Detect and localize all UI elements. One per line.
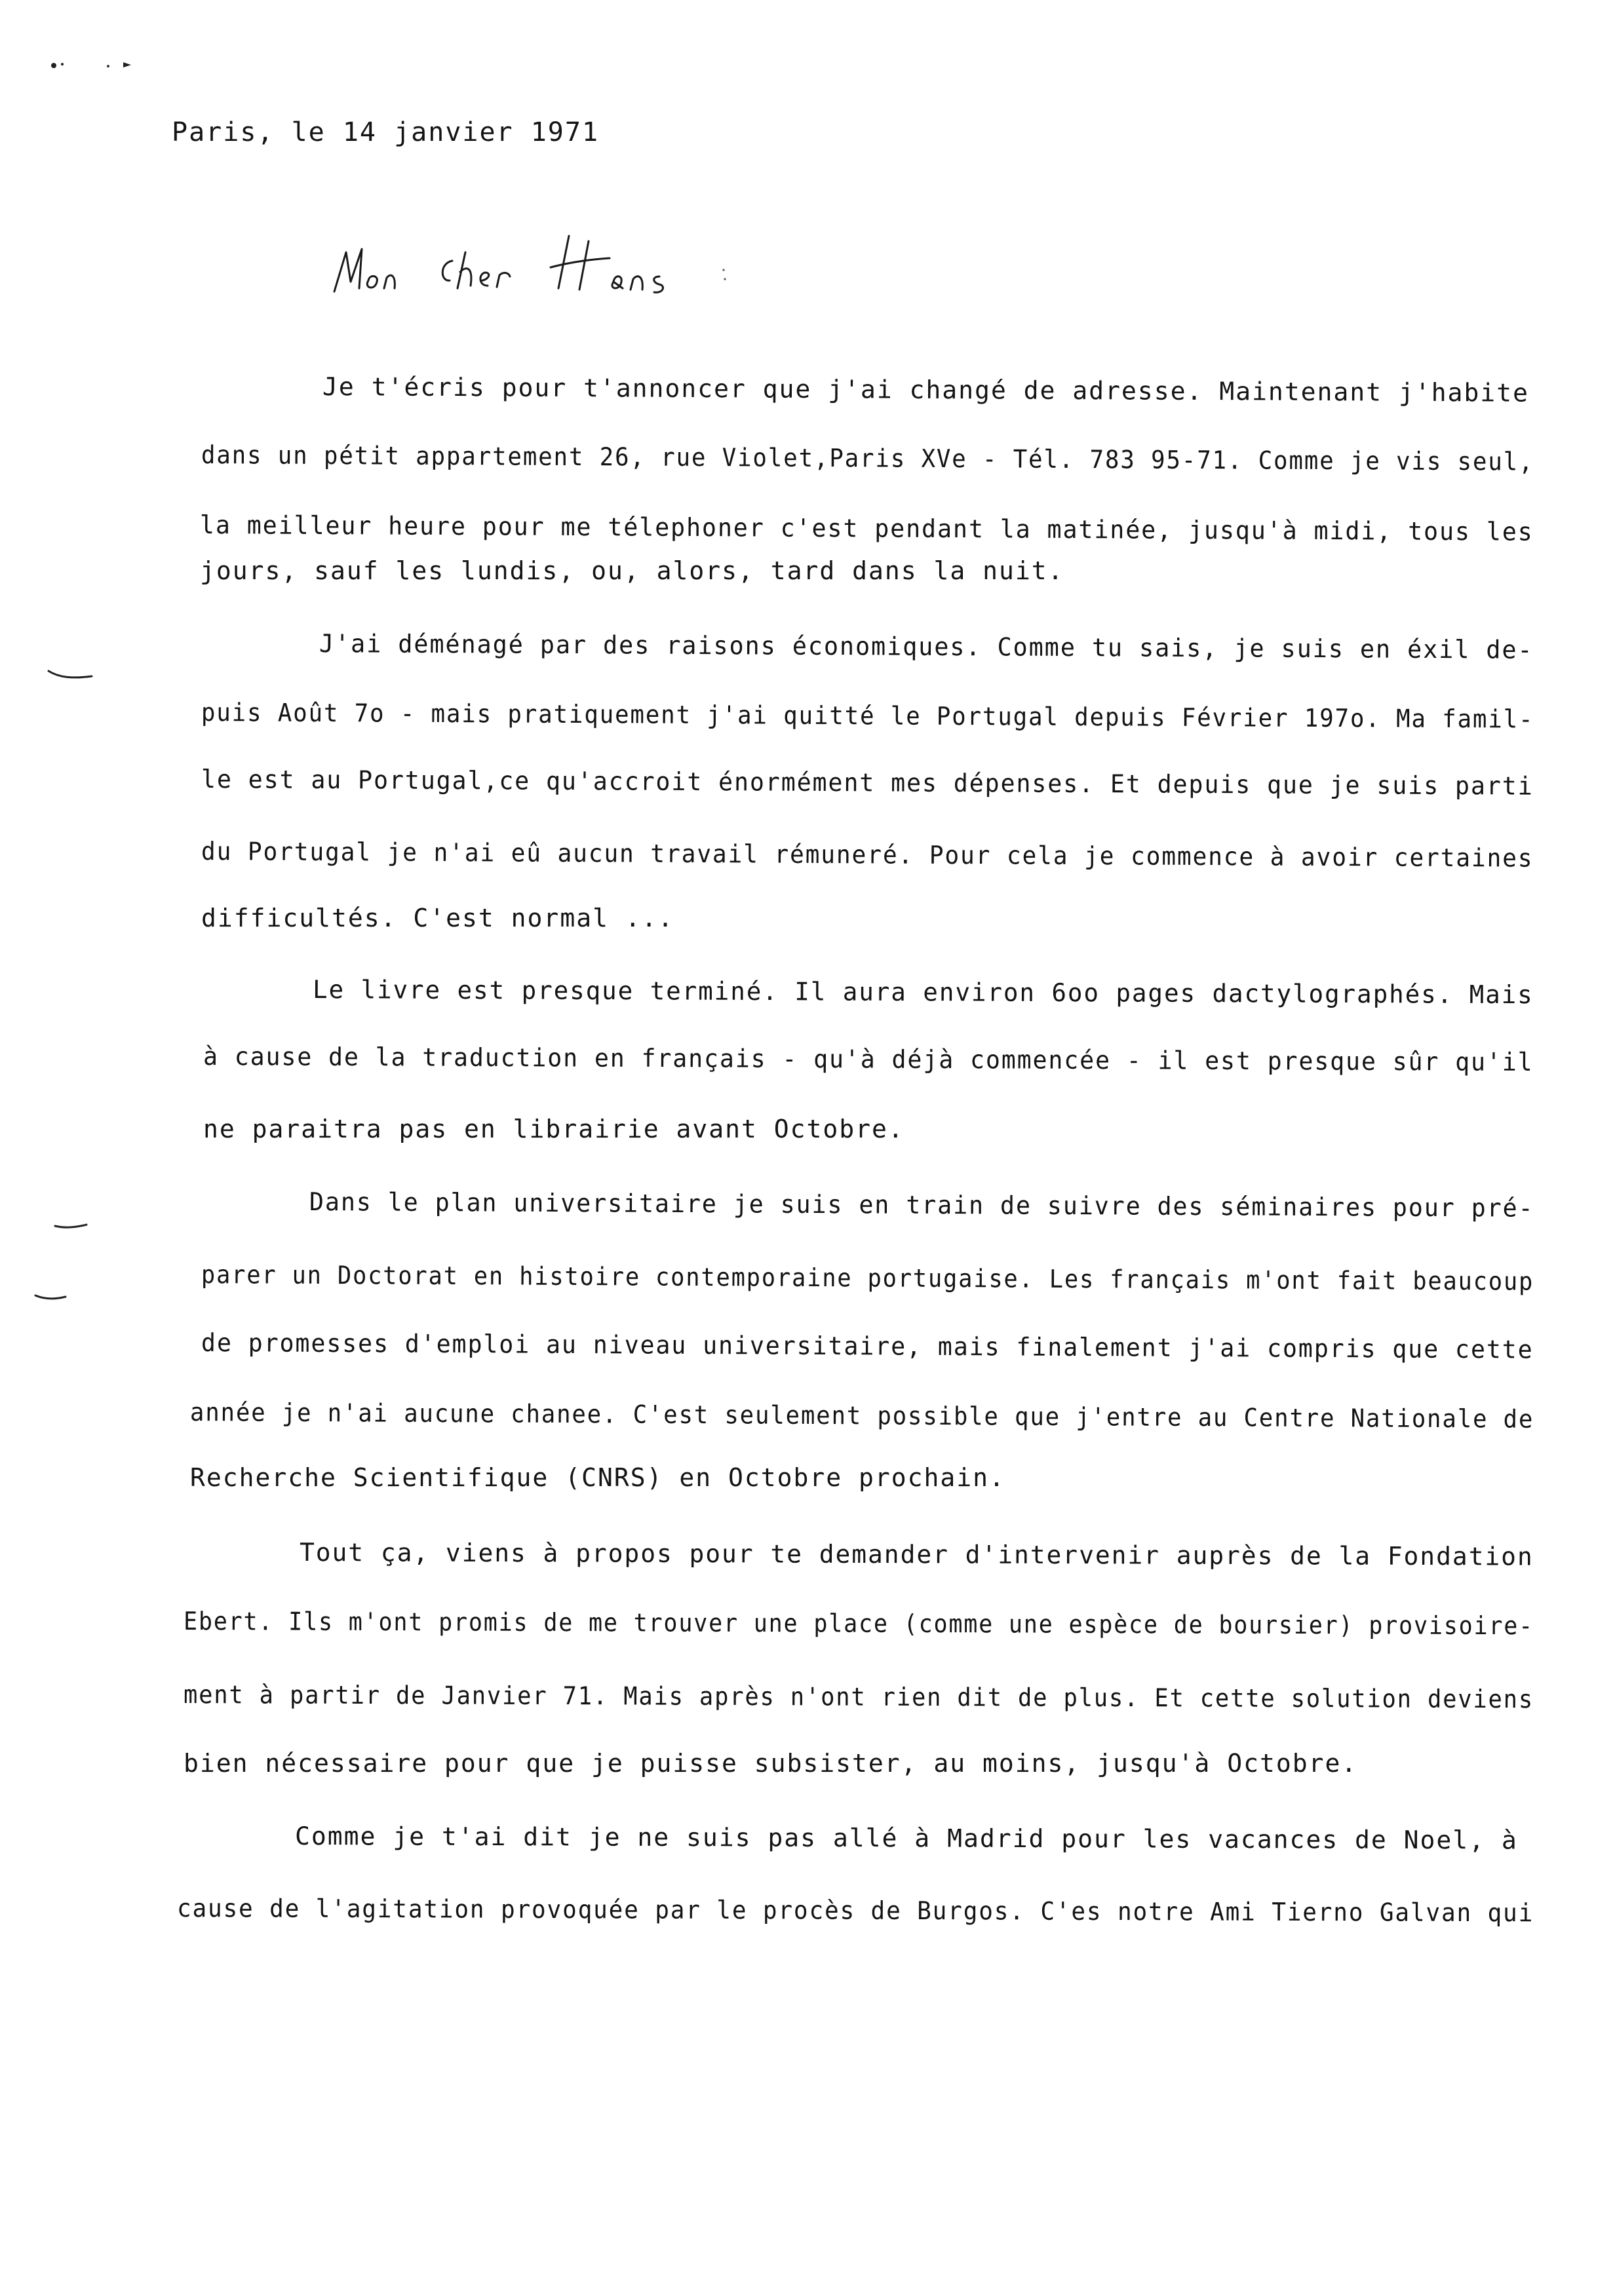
letter-line: parer un Doctorat en histoire contemporaine portugaise. Les français m'ont fait beaucoup — [201, 1260, 1534, 1296]
letter-line: Ebert. Ils m'ont promis de me trouver une place (comme une espèce de boursier) provisoire- — [183, 1607, 1534, 1641]
letter-line: cause de l'agitation provoquée par le procès de Burgos. C'es notre Ami Tierno Galvan qui — [176, 1894, 1534, 1928]
letter-line: Comme je t'ai dit je ne suis pas allé à Madrid pour les vacances de Noel, à — [294, 1822, 1518, 1855]
letter-line: du Portugal je n'ai eû aucun travail rémuneré. Pour cela je commence à avoir certaines — [201, 837, 1534, 873]
handwritten-salutation — [328, 229, 787, 301]
corner-specks-icon — [46, 56, 164, 75]
letter-line: puis Août 7o - mais pratiquement j'ai quitté le Portugal depuis Février 197o. Ma famil- — [201, 698, 1534, 734]
letter-line: ne paraitra pas en librairie avant Octobre. — [203, 1115, 905, 1143]
letter-line: Dans le plan universitaire je suis en train de suivre des séminaires pour pré- — [309, 1187, 1534, 1223]
letter-line: bien nécessaire pour que je puisse subsister, au moins, jusqu'à Octobre. — [184, 1749, 1358, 1778]
letter-line: difficultés. C'est normal ... — [201, 904, 674, 932]
letter-line: Le livre est presque terminé. Il aura environ 6oo pages dactylographés. Mais — [312, 975, 1534, 1010]
letter-line: à cause de la traduction en français - qu'à déjà commencée - il est presque sûr qu'il — [203, 1042, 1534, 1077]
letter-line: dans un pétit appartement 26, rue Violet,Paris XVe - Tél. 783 95-71. Comme je vis seul, — [201, 440, 1534, 476]
margin-mark-icon — [46, 662, 98, 688]
letter-line: Je t'écris pour t'annoncer que j'ai changé de adresse. Maintenant j'habite — [322, 372, 1530, 408]
letter-line: le est au Portugal,ce qu'accroit énormément mes dépenses. Et depuis que je suis parti — [201, 765, 1534, 801]
letter-line: de promesses d'emploi au niveau universitaire, mais finalement j'ai compris que cette — [201, 1328, 1534, 1364]
margin-mark-icon — [52, 1215, 92, 1235]
letter-line: jours, sauf les lundis, ou, alors, tard dans la nuit. — [200, 556, 1064, 585]
letter-line: ment à partir de Janvier 71. Mais après n'ont rien dit de plus. Et cette solution deviens — [183, 1680, 1534, 1714]
letter-line: J'ai déménagé par des raisons économiques. Comme tu sais, je suis en éxil de- — [319, 629, 1534, 664]
letter-line: Recherche Scientifique (CNRS) en Octobre prochain. — [190, 1463, 1005, 1492]
margin-mark-icon — [33, 1288, 72, 1307]
letter-line: la meilleur heure pour me télephoner c'est pendant la matinée, jusqu'à midi, tous les — [199, 510, 1534, 546]
letter-line: Tout ça, viens à propos pour te demander d'intervenir auprès de la Fondation — [299, 1538, 1534, 1571]
letter-date: Paris, le 14 janvier 1971 — [172, 117, 600, 147]
letter-line: année je n'ai aucune chanee. C'est seulement possible que j'entre au Centre Nationale de — [189, 1398, 1534, 1434]
